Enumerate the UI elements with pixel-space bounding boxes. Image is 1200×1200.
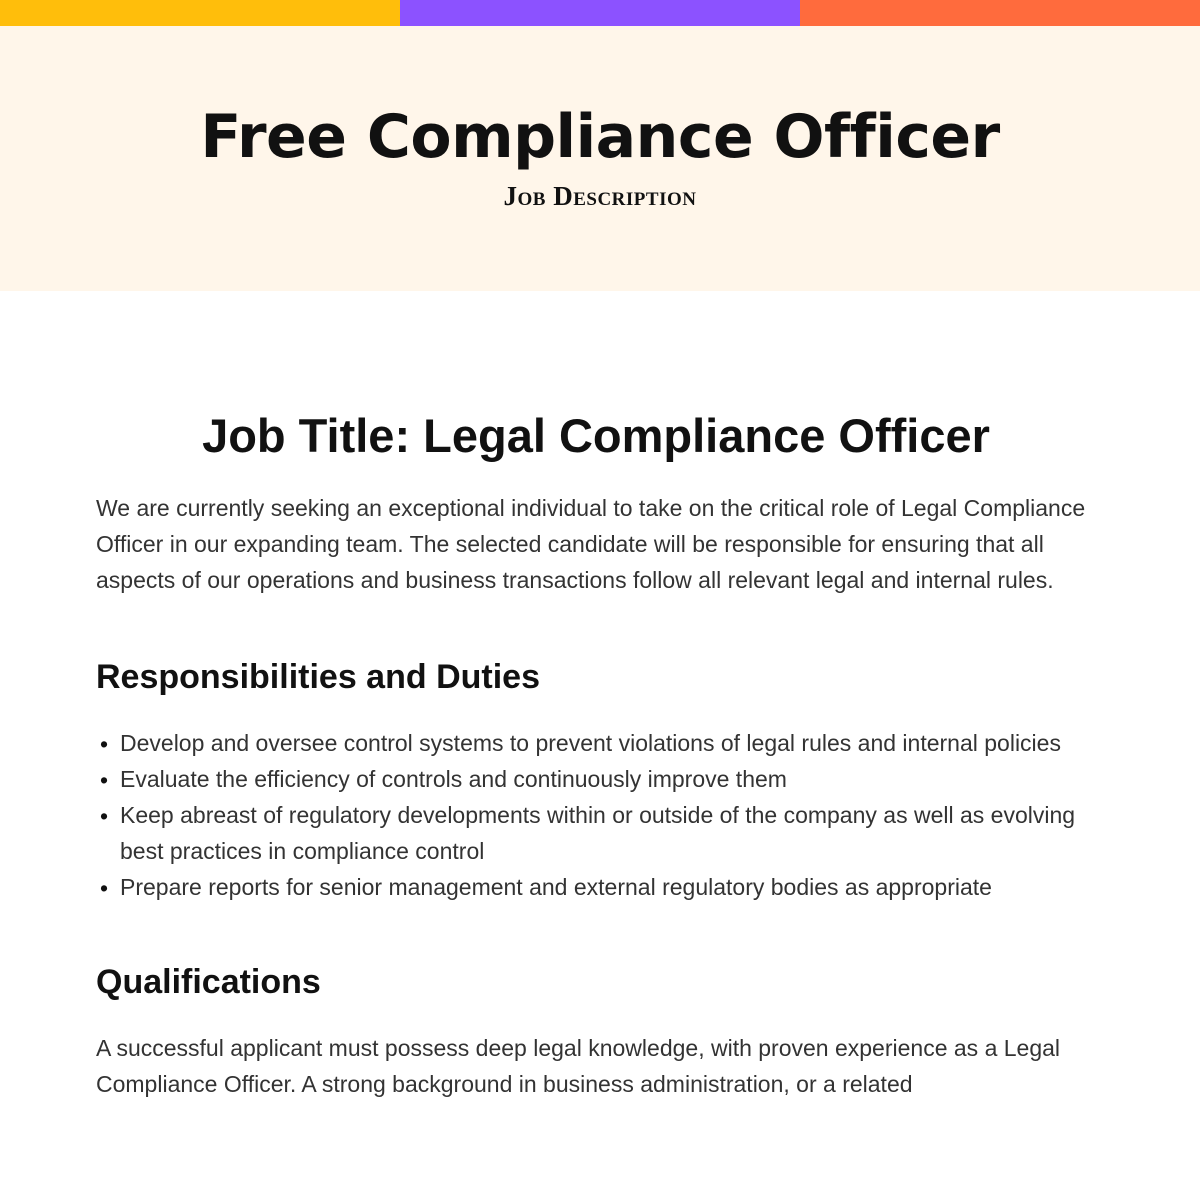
list-item-text: Evaluate the efficiency of controls and continuously improve them: [120, 766, 787, 792]
qualifications-paragraph: A successful applicant must possess deep legal knowledge, with proven experience as a Legal Compliance Officer. A strong background in business administration, or a related: [96, 1035, 1061, 1097]
list-item-text: Develop and oversee control systems to prevent violations of legal rules and internal policies: [120, 730, 1061, 756]
bullet-icon: •: [100, 875, 109, 901]
bullet-icon: •: [100, 731, 109, 757]
document-body: [96, 404, 1096, 1102]
list-item: [96, 761, 1096, 797]
list-item: [96, 725, 1096, 761]
job-title-heading: Job Title: Legal Compliance Officer: [202, 409, 990, 462]
document-title: Free Compliance Officer: [200, 102, 1000, 172]
responsibilities-list: [96, 725, 1096, 905]
qualifications-heading: Qualifications: [96, 963, 321, 1001]
list-item-text: Keep abreast of regulatory developments within or outside of the company as well as evolving best practices in compliance control: [120, 802, 1076, 864]
list-item: [96, 797, 1096, 869]
bullet-icon: •: [100, 803, 109, 829]
top-bar-purple: [400, 0, 800, 26]
header-banner: [0, 26, 1200, 291]
top-bar-orange: [800, 0, 1200, 26]
intro-paragraph: We are currently seeking an exceptional individual to take on the critical role of Legal Compliance Officer in our expanding team. The selected candidate will be responsible for ensuring that all aspects of our operations and business transactions follow all relevant legal and internal rules.: [96, 495, 1086, 593]
list-item-text: Prepare reports for senior management and external regulatory bodies as appropriate: [120, 874, 992, 900]
top-color-bars: [0, 0, 1200, 26]
list-item: [96, 869, 1096, 905]
bullet-icon: •: [100, 767, 109, 793]
top-bar-yellow: [0, 0, 400, 26]
document-subtitle: Job Description: [503, 181, 697, 211]
responsibilities-heading: Responsibilities and Duties: [96, 658, 540, 696]
